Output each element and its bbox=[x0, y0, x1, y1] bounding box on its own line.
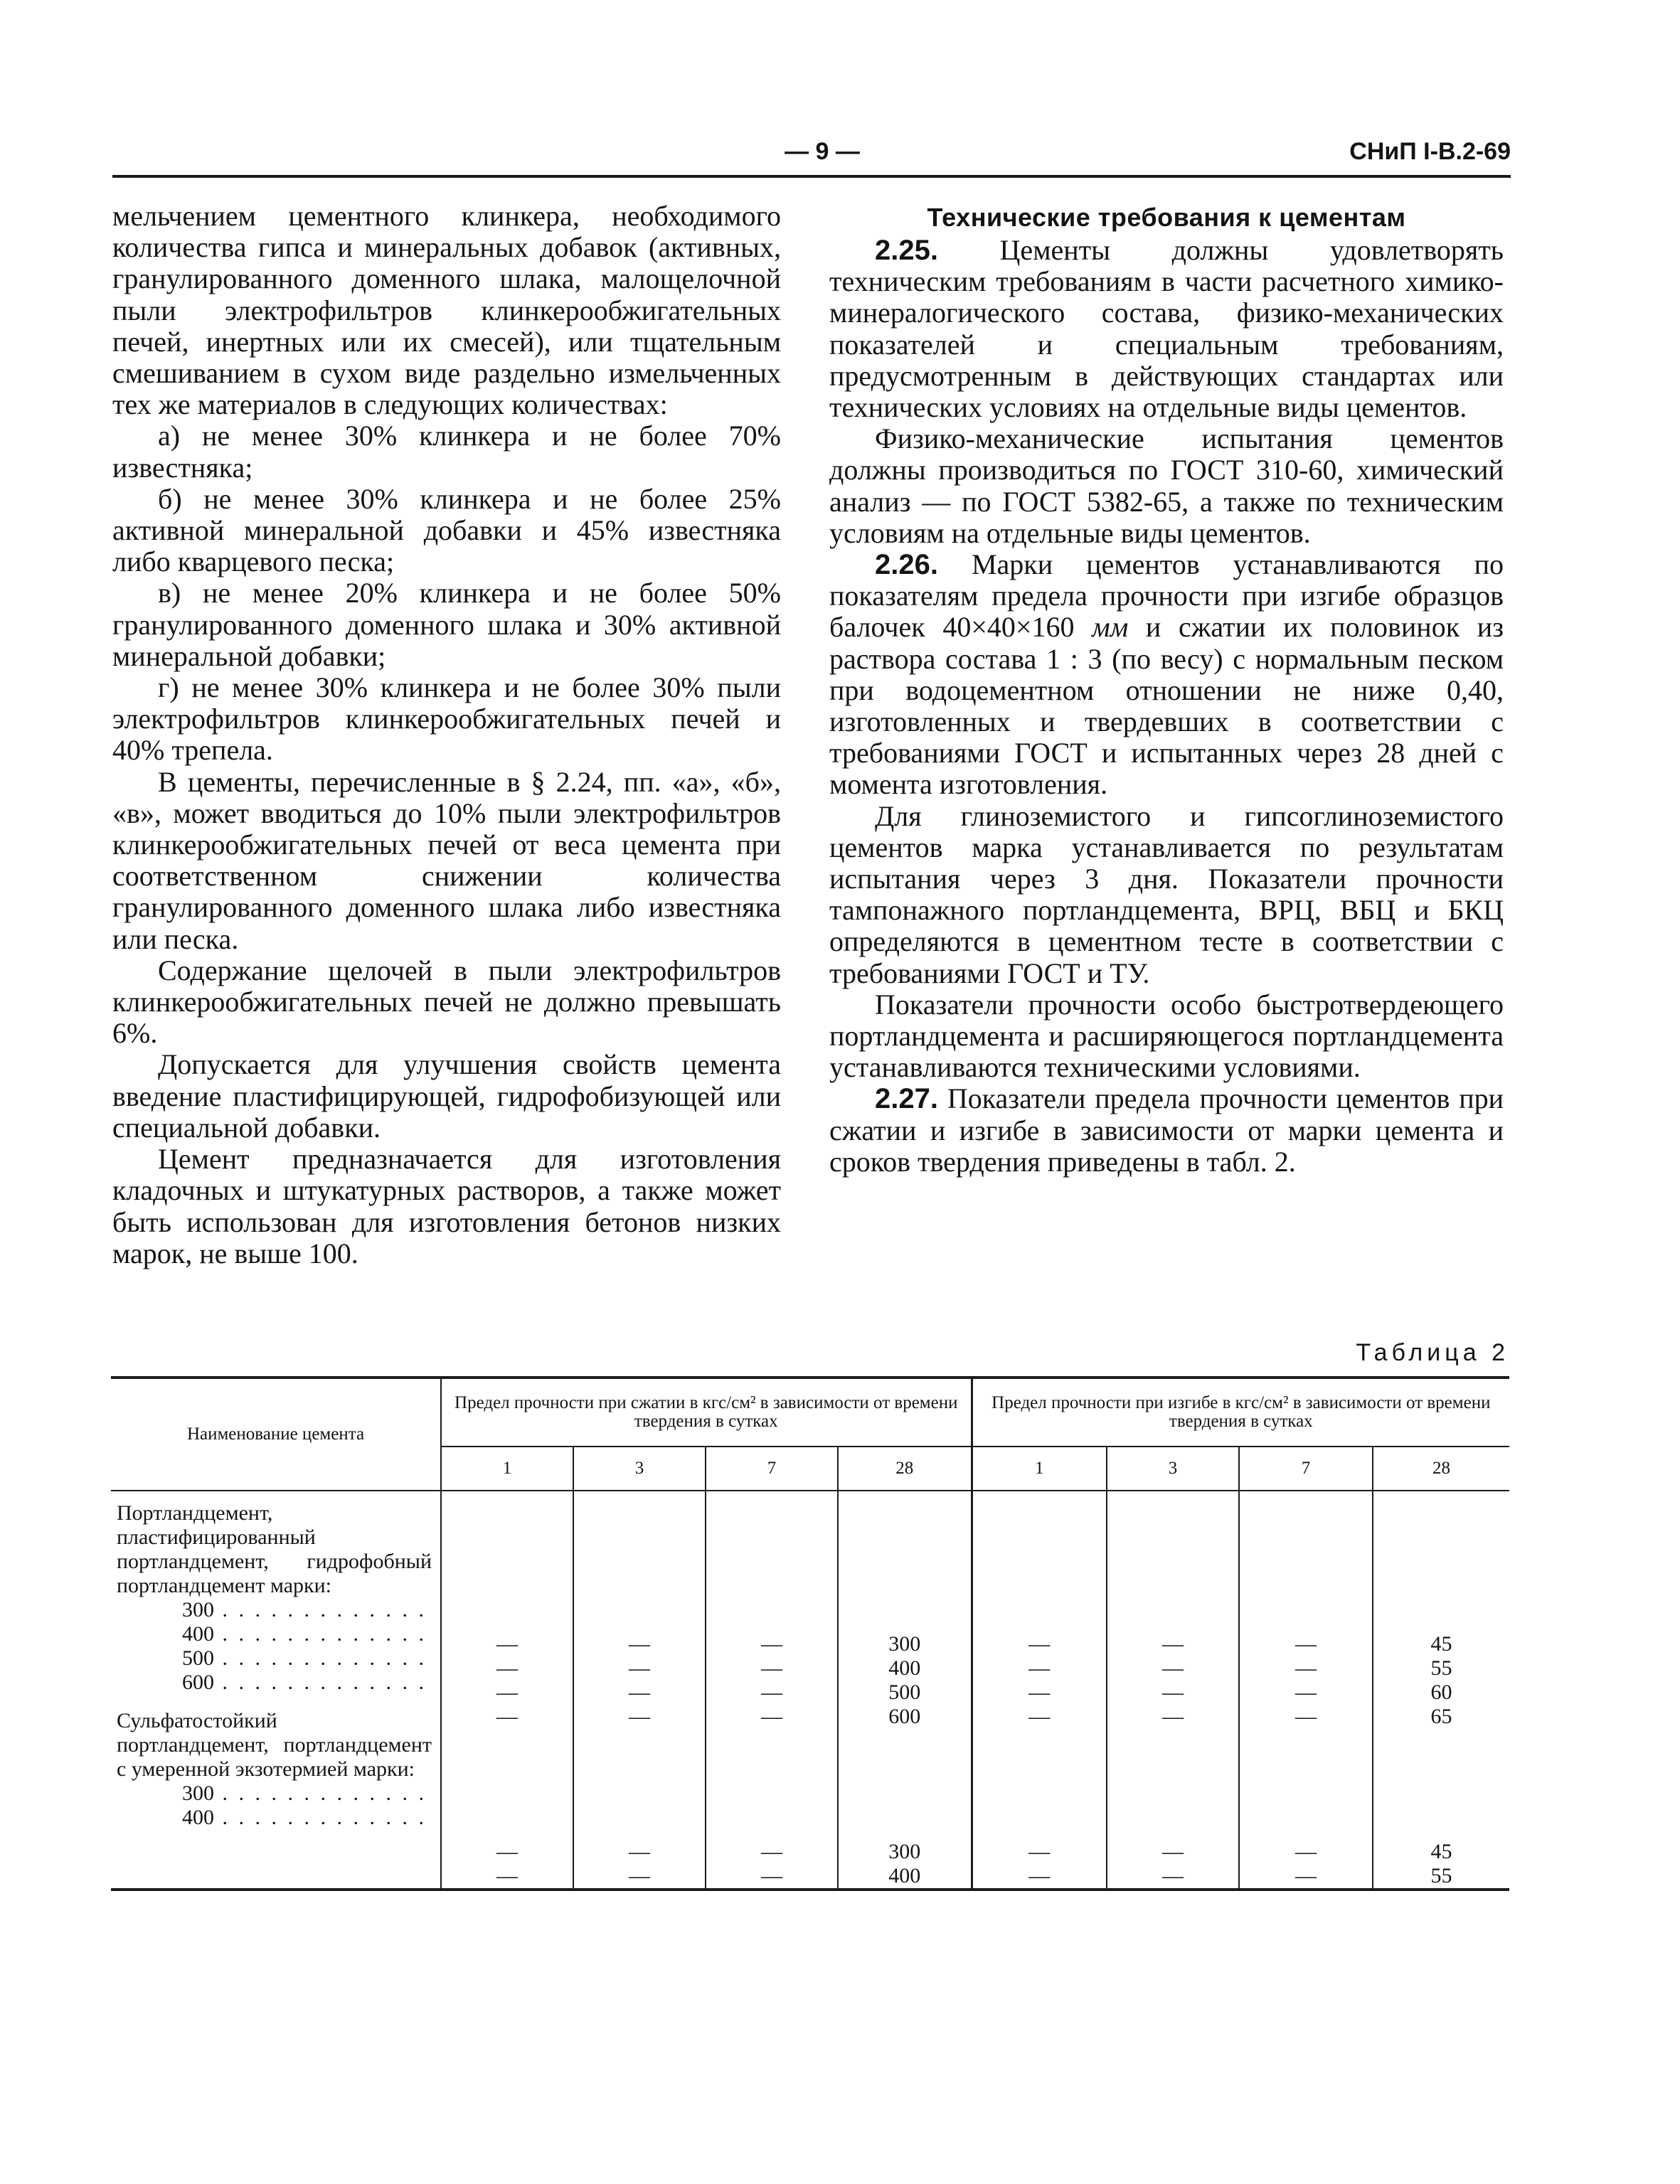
clause-number: 2.27. bbox=[875, 1083, 938, 1115]
table-caption: Таблица 2 bbox=[1356, 1339, 1509, 1366]
table-cell: — bbox=[629, 1705, 650, 1728]
paragraph-tests: Физико-механические испытания цементов должны производиться по ГОСТ 310-60, химический анализ — по ГОСТ 5382-65, а также по техническим условиям на отдельные виды цементов. bbox=[829, 422, 1504, 549]
table-cell: — bbox=[761, 1656, 782, 1680]
grade-label: 500 . . . bbox=[117, 1646, 432, 1671]
unit-mm: мм bbox=[1092, 611, 1129, 644]
header-cement-name: Наименование цемента bbox=[111, 1378, 441, 1491]
paragraph-continuation: мельчением цементного клинкера, необходимого количества гипса и минеральных добавок (активных, гранулированного доменного шлака, малощелочной пыли электрофильтров клинкерообжигательных печей, инертных или их смесей), или тщательным смешиванием в сухом виде раздельно измельченных тех же материалов в следующих количествах: bbox=[112, 200, 781, 421]
table-cell: 600 bbox=[888, 1705, 921, 1728]
clause-2-26 bbox=[829, 549, 1504, 801]
table-cell: — bbox=[496, 1656, 518, 1680]
paragraph-purpose: Цемент предназначается для изготовления кладочных и штукатурных растворов, а также может быть использован для изготовления бетонов низких марок, не выше 100. bbox=[112, 1143, 781, 1269]
day-header: 7 bbox=[1239, 1447, 1373, 1491]
group-name: Портландцемент, пластифицированный портландцемент, гидрофобный портландцемент марки: bbox=[117, 1501, 432, 1597]
day-header: 28 bbox=[1373, 1447, 1509, 1491]
strength-table bbox=[111, 1376, 1509, 1891]
table-cell: — bbox=[629, 1632, 650, 1656]
day-header: 1 bbox=[441, 1447, 573, 1491]
table-cell: 60 bbox=[1430, 1680, 1452, 1704]
values-bending-1d bbox=[972, 1491, 1107, 1890]
table-cell: — bbox=[1028, 1680, 1051, 1704]
table-cell: — bbox=[1162, 1656, 1184, 1680]
section-heading: Технические требования к цементам bbox=[927, 203, 1406, 232]
clause-text-continued: и сжатии их половинок из раствора состава 1 : 3 (по весу) с нормальным песком при водоцементном отношении не ниже 0,40, изготовленных и твердевших в соответствии с требованиями ГОСТ и испытанных через 28 дней с момента изготовления. bbox=[829, 611, 1504, 801]
table-cell: — bbox=[496, 1632, 518, 1656]
clause-number: 2.26. bbox=[875, 549, 938, 581]
clause-2-27 bbox=[829, 1083, 1504, 1178]
clause-2-25 bbox=[829, 235, 1504, 423]
table-cell: — bbox=[1295, 1840, 1317, 1863]
table-cell: — bbox=[1028, 1840, 1051, 1863]
list-item-v: в) не менее 20% клинкера и не более 50% гранулированного доменного шлака и 30% активной минеральной добавки; bbox=[112, 577, 781, 672]
table-cell: — bbox=[1162, 1840, 1184, 1863]
table-cell: — bbox=[1162, 1632, 1184, 1656]
grade-label: 600 . . . bbox=[117, 1671, 432, 1695]
table-cell: 300 bbox=[888, 1840, 921, 1863]
table-cell: — bbox=[761, 1864, 782, 1887]
grade-label: 300 . . . bbox=[117, 1598, 432, 1622]
grade-label: 400 . . . bbox=[117, 1806, 432, 1830]
table-cell: — bbox=[1162, 1864, 1184, 1887]
table-cell: 65 bbox=[1430, 1705, 1452, 1728]
group-name: Сульфатостойкий портландцемент, портландцемент с умеренной экзотермией марки: bbox=[117, 1709, 432, 1781]
right-column bbox=[829, 201, 1504, 1178]
table-cell: 400 bbox=[888, 1656, 921, 1680]
page-number: — 9 — bbox=[785, 138, 860, 165]
document-code: СНиП I-В.2-69 bbox=[1349, 138, 1511, 165]
table-cell: — bbox=[496, 1680, 518, 1704]
table-cell: — bbox=[496, 1840, 518, 1863]
table-cell: 45 bbox=[1430, 1840, 1452, 1863]
list-item-b: б) не менее 30% клинкера и не более 25% активной минеральной добавки и 45% известняка либо кварцевого песка; bbox=[112, 482, 781, 578]
header-compression: Предел прочности при сжатии в кгс/см² в зависимости от времени твердения в сутках bbox=[441, 1378, 972, 1447]
left-column bbox=[112, 201, 781, 1269]
table-cell: — bbox=[1028, 1632, 1051, 1656]
header-bending: Предел прочности при изгибе в кгс/см² в зависимости от времени твердения в сутках bbox=[972, 1378, 1509, 1447]
table-cell: — bbox=[1295, 1864, 1317, 1887]
table-cell: — bbox=[629, 1864, 650, 1887]
table-cell: — bbox=[761, 1840, 782, 1863]
table-cell: — bbox=[1162, 1705, 1184, 1728]
grade-label: 300 . . . bbox=[117, 1781, 432, 1806]
table-cell: — bbox=[1028, 1705, 1051, 1728]
day-header: 1 bbox=[972, 1447, 1107, 1491]
paragraph-rapid-hardening: Показатели прочности особо быстротвердеющего портландцемента и расширяющегося портландцемента устанавливаются техническими условиями. bbox=[829, 988, 1504, 1084]
list-item-a: а) не менее 30% клинкера и не более 70% известняка; bbox=[112, 420, 781, 484]
clause-text: Марки цементов устанавливаются по показателям предела прочности при изгибе образцов балочек 40×40×160 bbox=[829, 548, 1504, 644]
values-bending-7d bbox=[1239, 1491, 1373, 1890]
table-body-row bbox=[111, 1491, 1509, 1890]
table-cell: — bbox=[761, 1632, 782, 1656]
paragraph-alumina-cements: Для глиноземистого и гипсоглиноземистого цементов марка устанавливается по результатам испытания через 3 дня. Показатели прочности тампонажного портландцемента, ВРЦ, ВБЦ и БКЦ определяются в цементном тесте в соответствии с требованиями ГОСТ и ТУ. bbox=[829, 799, 1504, 989]
table-cell: 45 bbox=[1430, 1632, 1452, 1656]
list-item-g: г) не менее 30% клинкера и не более 30% пыли электрофильтров клинкерообжигательных печей и 40% трепела. bbox=[112, 671, 781, 767]
table-cell: — bbox=[629, 1656, 650, 1680]
day-header: 28 bbox=[838, 1447, 972, 1491]
table-cell: — bbox=[761, 1705, 782, 1728]
values-compression-1d bbox=[441, 1491, 573, 1890]
clause-text: Цементы должны удовлетворять техническим требованиям в части расчетного химико-минералогического состава, физико-механических показателей и специальным требованиям, предусмотренным в действующих стандартах или технических условиях на отдельные виды цементов. bbox=[829, 234, 1504, 424]
grade-label: 400 . . . bbox=[117, 1622, 432, 1646]
table-cell: — bbox=[496, 1705, 518, 1728]
day-header: 7 bbox=[706, 1447, 838, 1491]
table-cell: — bbox=[1295, 1632, 1317, 1656]
table-cell: 400 bbox=[888, 1864, 921, 1887]
table-cell: 55 bbox=[1430, 1656, 1452, 1680]
table-cell: — bbox=[761, 1680, 782, 1704]
table-cell: — bbox=[496, 1864, 518, 1887]
cement-names-cell bbox=[111, 1491, 441, 1890]
table-cell: — bbox=[1162, 1680, 1184, 1704]
table-cell: — bbox=[1295, 1705, 1317, 1728]
values-compression-3d bbox=[573, 1491, 706, 1890]
header-rule bbox=[112, 175, 1511, 178]
table-cell: — bbox=[1028, 1864, 1051, 1887]
table-cell: — bbox=[1295, 1680, 1317, 1704]
table-cell: 500 bbox=[888, 1680, 921, 1704]
clause-number: 2.25. bbox=[875, 235, 938, 266]
values-compression-7d bbox=[706, 1491, 838, 1890]
values-compression-28d bbox=[838, 1491, 972, 1890]
table-cell: 55 bbox=[1430, 1864, 1452, 1887]
table-cell: — bbox=[1295, 1656, 1317, 1680]
day-header: 3 bbox=[1107, 1447, 1239, 1491]
paragraph-dust-additive: В цементы, перечисленные в § 2.24, пп. «а», «б», «в», может вводиться до 10% пыли электрофильтров клинкерообжигательных печей от веса цемента при соответственном снижении количества гранулированного доменного шлака либо известняка или песка. bbox=[112, 765, 781, 955]
table-cell: 300 bbox=[888, 1632, 921, 1656]
table-cell: — bbox=[1028, 1656, 1051, 1680]
table-cell: — bbox=[629, 1840, 650, 1863]
paragraph-additives: Допускается для улучшения свойств цемента введение пластифицирующей, гидрофобизующей или специальной добавки. bbox=[112, 1048, 781, 1144]
paragraph-alkali-content: Содержание щелочей в пыли электрофильтров клинкерообжигательных печей не должно превышать 6%. bbox=[112, 954, 781, 1050]
day-header: 3 bbox=[573, 1447, 706, 1491]
table-cell: — bbox=[629, 1680, 650, 1704]
values-bending-3d bbox=[1107, 1491, 1239, 1890]
values-bending-28d bbox=[1373, 1491, 1509, 1890]
clause-text: Показатели предела прочности цементов при сжатии и изгибе в зависимости от марки цемента и сроков твердения приведены в табл. 2. bbox=[829, 1082, 1504, 1178]
